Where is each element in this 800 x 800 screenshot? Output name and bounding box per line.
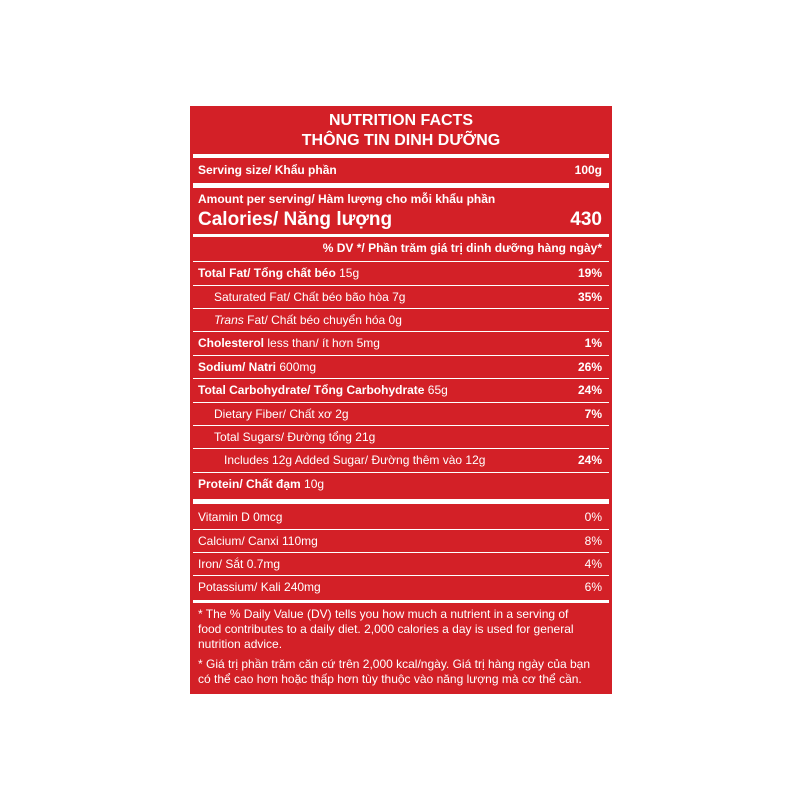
calories-value: 430 xyxy=(570,209,602,230)
vitamin-label: Iron/ Sắt 0.7mg xyxy=(198,557,281,571)
nutrient-amount: 600mg xyxy=(276,360,317,374)
calories-label: Calories/ Năng lượng xyxy=(198,209,393,230)
nutrient-dv: 35% xyxy=(577,290,602,304)
nutrient-row-dietary-fiber xyxy=(198,403,602,425)
nutrient-dv: 24% xyxy=(577,383,602,397)
nutrient-name: Sodium/ Natri xyxy=(198,360,277,374)
footnote-english xyxy=(198,607,604,652)
vitamin-row-calcium xyxy=(198,530,602,552)
title-vietnamese: THÔNG TIN DINH DƯỠNG xyxy=(301,132,501,149)
nutrient-name-italic: Trans xyxy=(214,313,244,327)
nutrient-row-added-sugar xyxy=(198,449,602,471)
divider-thick xyxy=(193,154,609,158)
nutrient-name: Dietary Fiber/ Chất xơ 2g xyxy=(214,407,349,421)
divider-thick xyxy=(193,499,609,504)
footnote-line: có thể cao hơn hoặc thấp hơn tùy thuộc vào năng lượng mà cơ thể cần. xyxy=(198,672,582,686)
nutrient-name: Protein/ Chất đạm xyxy=(198,477,301,491)
vitamin-label: Calcium/ Canxi 110mg xyxy=(198,534,318,548)
vitamin-label: Vitamin D 0mcg xyxy=(198,510,283,524)
nutrient-row-saturated-fat xyxy=(198,286,602,308)
nutrient-dv: 7% xyxy=(584,407,602,421)
vitamin-dv: 6% xyxy=(584,580,602,594)
serving-size-row xyxy=(198,159,602,181)
footnote-vietnamese xyxy=(198,657,604,687)
title-english: NUTRITION FACTS xyxy=(329,112,473,129)
nutrient-amount: 10g xyxy=(300,477,325,491)
nutrient-row-total-sugars xyxy=(198,426,602,448)
serving-size-value: 100g xyxy=(574,163,602,177)
vitamin-row-potassium xyxy=(198,576,602,598)
nutrient-name: Cholesterol xyxy=(198,336,265,350)
nutrient-amount: 65g xyxy=(424,383,448,397)
nutrient-row-total-carbohydrate xyxy=(198,379,602,401)
vitamin-row-vitamin-d xyxy=(198,506,602,528)
footnote-line: food contributes to a daily diet. 2,000 calories a day is used for general xyxy=(198,622,574,636)
footnote-line: * The % Daily Value (DV) tells you how much a nutrient in a serving of xyxy=(198,607,569,621)
vitamin-dv: 4% xyxy=(584,557,602,571)
nutrient-dv: 19% xyxy=(577,266,602,280)
dv-header: % DV */ Phần trăm giá trị dinh dưỡng hàng ngày* xyxy=(322,241,602,255)
nutrient-row-sodium xyxy=(198,356,602,378)
footnote-line: nutrition advice. xyxy=(198,637,283,651)
calories-row xyxy=(198,209,602,231)
nutrient-name: Total Carbohydrate/ Tổng Carbohydrate xyxy=(198,383,425,397)
footnote-line: * Giá trị phần trăm căn cứ trên 2,000 kcal/ngày. Giá trị hàng ngày của bạn xyxy=(198,657,591,671)
vitamin-dv: 8% xyxy=(584,534,602,548)
nutrient-dv: 1% xyxy=(584,336,602,350)
nutrient-amount: less than/ ít hơn 5mg xyxy=(264,336,380,350)
nutrient-name: Total Sugars/ Đường tổng 21g xyxy=(214,430,376,444)
vitamin-row-iron xyxy=(198,553,602,575)
nutrient-dv: 26% xyxy=(577,360,602,374)
nutrient-row-protein xyxy=(198,473,602,495)
divider-medium xyxy=(193,600,609,603)
nutrient-name: Saturated Fat/ Chất béo bão hòa 7g xyxy=(214,290,406,304)
nutrient-row-trans-fat xyxy=(198,309,602,331)
nutrient-amount: 15g xyxy=(335,266,360,280)
nutrient-name: Fat/ Chất béo chuyển hóa 0g xyxy=(243,313,402,327)
nutrient-dv: 24% xyxy=(577,453,602,467)
nutrient-name: Includes 12g Added Sugar/ Đường thêm vào 12g xyxy=(224,453,486,467)
nutrient-name: Total Fat/ Tổng chất béo xyxy=(198,266,336,280)
nutrient-row-cholesterol xyxy=(198,332,602,354)
amount-per-serving: Amount per serving/ Hàm lượng cho mỗi khẩu phần xyxy=(198,192,496,206)
nutrition-facts-panel xyxy=(190,106,612,694)
nutrient-row-total-fat xyxy=(198,262,602,284)
vitamin-dv: 0% xyxy=(584,510,602,524)
vitamin-label: Potassium/ Kali 240mg xyxy=(198,580,321,594)
serving-size-label: Serving size/ Khẩu phần xyxy=(198,163,337,177)
